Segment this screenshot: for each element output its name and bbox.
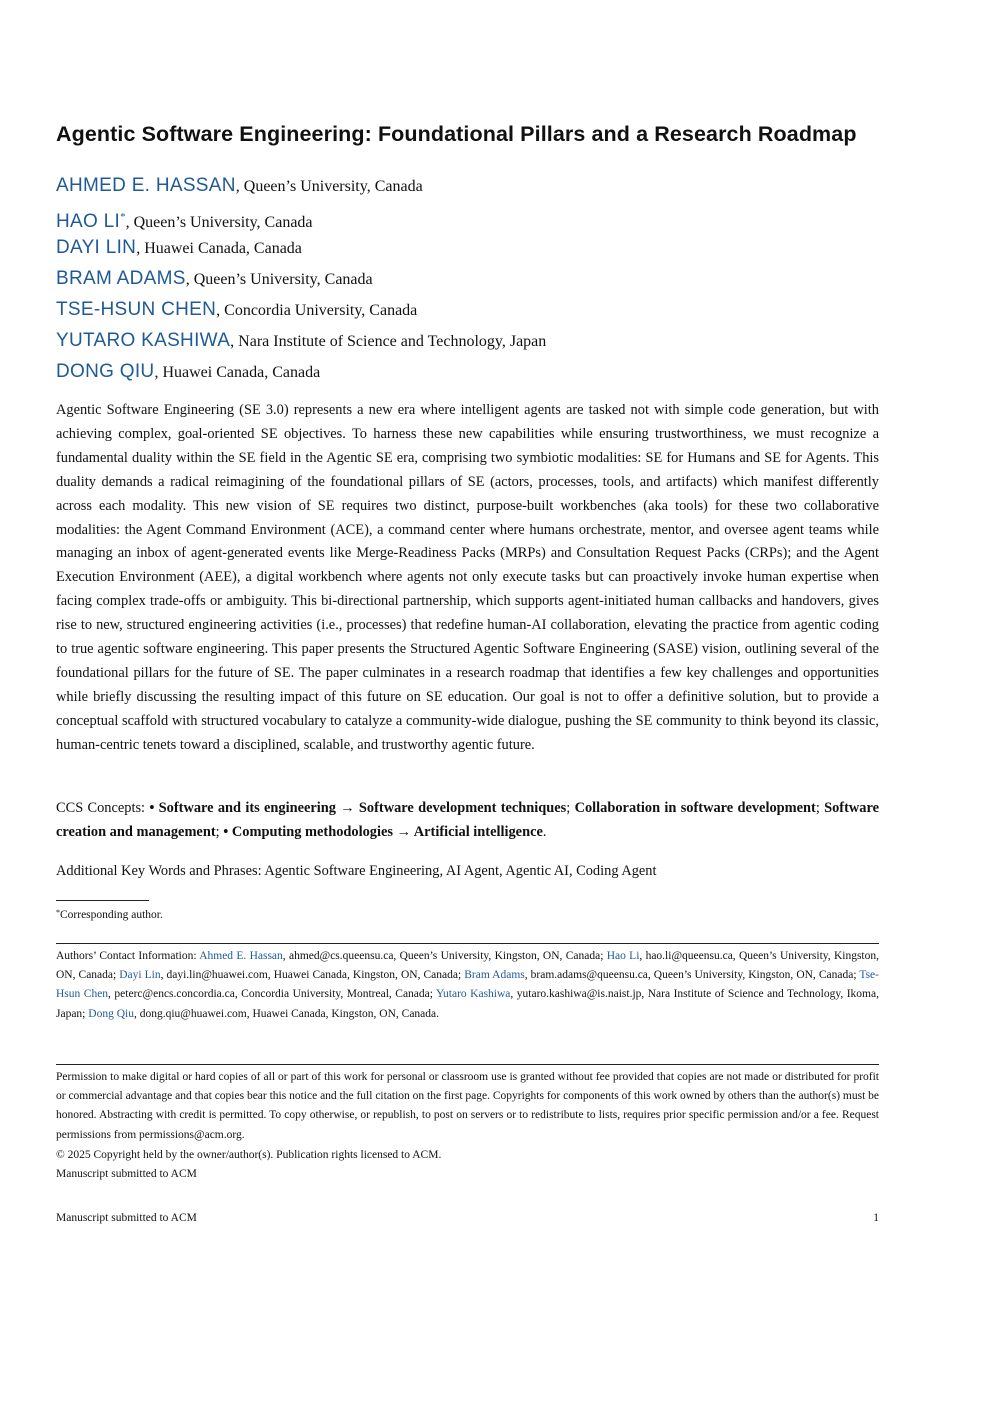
- permission-notice: Permission to make digital or hard copies of all or part of this work for personal or classroom use is granted without fee provided that copies are not made or distributed for profit or commercial advantage and that copies bear this notice and the full citation on the first page. Copyrights for components of this work owned by others than the author(s) must be honored. Abstracting with credit is permitted. To copy otherwise, or republish, to post on servers or to redistribute to lists, requires prior specific permission and/or a fee. Request permissions from permissions@acm.org.: [56, 1071, 879, 1141]
- contact-author-link[interactable]: Bram Adams: [464, 969, 525, 982]
- ccs-end: .: [542, 824, 547, 840]
- abstract: Agentic Software Engineering (SE 3.0) represents a new era where intelligent agents are tasked not with simple code generation, but with achieving complex, goal-oriented SE objectives. To harness these new capabilities while ensuring trustworthiness, we must recognize a fundamental duality within the SE field in the Agentic SE era, comprising two symbiotic modalities: SE for Humans and SE for Agents. This duality demands a radical reimagining of the foundational pillars of SE (actors, processes, tools, and artifacts) which manifest differently across each modality. This new vision of SE requires two distinct, purpose-built workbenches (aka tools) for these two collaborative modalities: the Agent Command Environment (ACE), a command center where humans orchestrate, mentor, and oversee agent teams while managing an inbox of agent-generated events like Merge-Readiness Packs (MRPs) and Consultation Request Packs (CRPs); and the Agent Execution Environment (AEE), a digital workbench where agents not only execute tasks but can proactively invoke human expertise when facing complex trade-offs or ambiguity. This bi-directional partnership, which supports agent-initiated human callbacks and handovers, gives rise to new, structured engineering activities (i.e., processes) that redefine human-AI collaboration, elevating the practice from agentic coding to true agentic software engineering. This paper presents the Structured Agentic Software Engineering (SASE) vision, outlining several of the foundational pillars for the future of SE. The paper culminates in a research roadmap that identifies a few key challenges and opportunities while briefly discussing the resulting impact of this future on SE education. Our goal is not to offer a definitive solution, but to provide a conceptual scaffold with structured vocabulary to catalyze a community-wide dialogue, pushing the SE community to think beyond its classic, human-centric tenets toward a disciplined, scalable, and trustworthy agentic future.: [56, 402, 879, 753]
- author-line: [56, 203, 879, 234]
- author-line: [56, 296, 879, 327]
- author-line: [56, 327, 879, 358]
- permission-divider: [56, 1064, 879, 1065]
- author-name[interactable]: TSE-HSUN CHEN: [56, 299, 217, 320]
- author-affiliation: , Concordia University, Canada: [216, 302, 418, 319]
- author-list: [56, 172, 879, 389]
- author-name[interactable]: YUTARO KASHIWA: [56, 330, 231, 351]
- contact-detail: , hao.li@queensu.ca, Queen’s University, Kingston, ON, Canada;: [56, 950, 879, 982]
- author-contact-info: [56, 947, 879, 1024]
- author-name[interactable]: HAO LI: [56, 211, 121, 232]
- author-name[interactable]: AHMED E. HASSAN: [56, 175, 236, 196]
- author-affiliation: , Queen’s University, Canada: [125, 214, 313, 231]
- contact-detail: , ahmed@cs.queensu.ca, Queen’s University, Kingston, ON, Canada;: [282, 950, 607, 962]
- contact-detail: , yutaro.kashiwa@is.naist.jp, Nara Institute of Science and Technology, Ikoma, Japan;: [56, 988, 879, 1020]
- author-affiliation: , Huawei Canada, Canada: [136, 240, 302, 257]
- ccs-separator: ;: [815, 800, 825, 816]
- contact-author-link[interactable]: Dong Qiu: [88, 1007, 134, 1020]
- contact-author-link[interactable]: Dayi Lin: [119, 969, 161, 982]
- copyright-notice: © 2025 Copyright held by the owner/author(s). Publication rights licensed to ACM.: [56, 1149, 442, 1161]
- contact-detail: , dong.qiu@huawei.com, Huawei Canada, Kingston, ON, Canada.: [133, 1007, 440, 1020]
- author-affiliation: , Queen’s University, Canada: [235, 178, 423, 195]
- ccs-concepts: [56, 796, 879, 844]
- paper-title: Agentic Software Engineering: Foundational Pillars and a Research Roadmap: [56, 122, 857, 146]
- corresponding-author-mark[interactable]: *: [120, 211, 126, 223]
- author-line: [56, 265, 879, 296]
- contact-label: Authors’ Contact Information:: [56, 950, 200, 962]
- author-affiliation: , Nara Institute of Science and Technology, Japan: [230, 333, 547, 350]
- author-name[interactable]: BRAM ADAMS: [56, 268, 186, 289]
- ccs-item: Collaboration in software development: [574, 800, 816, 816]
- contact-author-link[interactable]: Yutaro Kashiwa: [436, 988, 511, 1001]
- author-line: [56, 234, 879, 265]
- contact-author-link[interactable]: Ahmed E. Hassan: [199, 950, 283, 962]
- page-number: 1: [873, 1212, 879, 1224]
- footnote: [56, 905, 163, 923]
- author-affiliation: , Queen’s University, Canada: [185, 271, 373, 288]
- ccs-item: • Computing methodologies → Artificial intelligence: [223, 824, 543, 840]
- contact-detail: , peterc@encs.concordia.ca, Concordia University, Montreal, Canada;: [108, 988, 437, 1001]
- contact-detail: , dayi.lin@huawei.com, Huawei Canada, Kingston, ON, Canada;: [160, 969, 465, 982]
- footnote-mark: *: [56, 908, 60, 917]
- author-name[interactable]: DAYI LIN: [56, 237, 137, 258]
- footnote-text: Corresponding author.: [60, 909, 163, 921]
- ccs-separator: ;: [566, 800, 575, 816]
- author-line: [56, 172, 879, 203]
- contact-divider: [56, 943, 879, 944]
- contact-detail: , bram.adams@queensu.ca, Queen’s University, Kingston, ON, Canada;: [524, 969, 860, 982]
- ccs-separator: ;: [215, 824, 224, 840]
- author-affiliation: , Huawei Canada, Canada: [154, 364, 321, 381]
- contact-author-link[interactable]: Tse-Hsun Chen: [56, 969, 879, 1001]
- footnote-divider: [56, 900, 149, 901]
- contact-author-link[interactable]: Hao Li: [606, 950, 640, 962]
- manuscript-note: Manuscript submitted to ACM: [56, 1168, 197, 1180]
- author-line: [56, 358, 879, 389]
- keywords: Additional Key Words and Phrases: Agentic Software Engineering, AI Agent, Agentic AI, Coding Agent: [56, 863, 657, 879]
- ccs-item: Software creation and management: [56, 800, 879, 840]
- running-footer: Manuscript submitted to ACM: [56, 1212, 197, 1224]
- ccs-item: • Software and its engineering → Software development techniques: [149, 800, 567, 816]
- ccs-label: CCS Concepts:: [56, 800, 150, 816]
- author-name[interactable]: DONG QIU: [56, 361, 155, 382]
